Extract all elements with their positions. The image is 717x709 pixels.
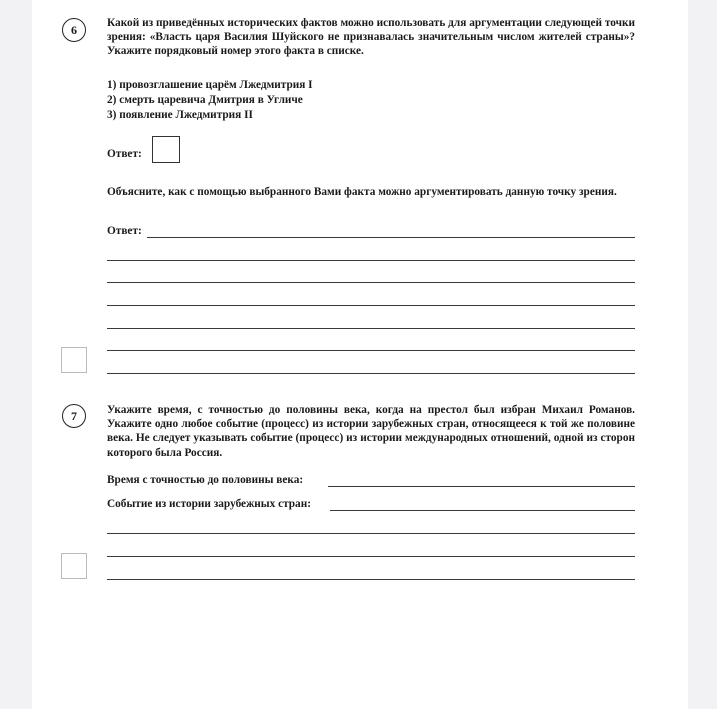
task-6-answer-line-7[interactable] [107, 373, 635, 374]
task-6-answer-line-3[interactable] [107, 282, 635, 283]
task-7-event-line-3[interactable] [107, 556, 635, 557]
task-6-answer-line-4[interactable] [107, 305, 635, 306]
task-6-answer-label-2: Ответ: [107, 225, 142, 237]
task-7-event-line-4[interactable] [107, 579, 635, 580]
task-7-number: 7 [62, 404, 86, 428]
task-6-score-box[interactable] [61, 347, 87, 373]
task-6-answer-line-6[interactable] [107, 350, 635, 351]
task-6-answer-line-5[interactable] [107, 328, 635, 329]
exam-page [32, 0, 688, 709]
task-6-answer-line-1[interactable] [147, 237, 635, 238]
task-6-option-3: 3) появление Лжедмитрия II [107, 109, 253, 121]
task-6-explain-prompt: Объясните, как с помощью выбранного Вами факта можно аргументировать данную точку зрения. [107, 186, 617, 198]
task-7-time-line[interactable] [328, 486, 635, 487]
task-7-event-label: Событие из истории зарубежных стран: [107, 498, 311, 510]
task-7-event-line-1[interactable] [330, 510, 635, 511]
task-7-score-box[interactable] [61, 553, 87, 579]
task-6-answer-box[interactable] [152, 136, 180, 163]
task-6-option-1: 1) провозглашение царём Лжедмитрия I [107, 79, 313, 91]
task-7-event-line-2[interactable] [107, 533, 635, 534]
task-6-answer-label: Ответ: [107, 148, 142, 160]
task-7-time-label: Время с точностью до половины века: [107, 474, 304, 486]
task-7-question: Укажите время, с точностью до половины века, когда на престол был избран Михаил Романов. Укажите одно любое событие (процесс) из истории зарубежных стран, относящееся к той же половине века. Не следует указывать событие (процесс) из истории международных отношений, одной из сторон которого была Россия. [107, 404, 635, 459]
task-6-answer-line-2[interactable] [107, 260, 635, 261]
task-6-question: Какой из приведённых исторических фактов можно использовать для аргументации следующей точки зрения: «Власть царя Василия Шуйского не признавалась значительным числом жителей страны»? Укажите порядковый номер этого факта в списке. [107, 17, 635, 58]
task-6-number: 6 [62, 18, 86, 42]
task-6-option-2: 2) смерть царевича Дмитрия в Угличе [107, 94, 303, 106]
